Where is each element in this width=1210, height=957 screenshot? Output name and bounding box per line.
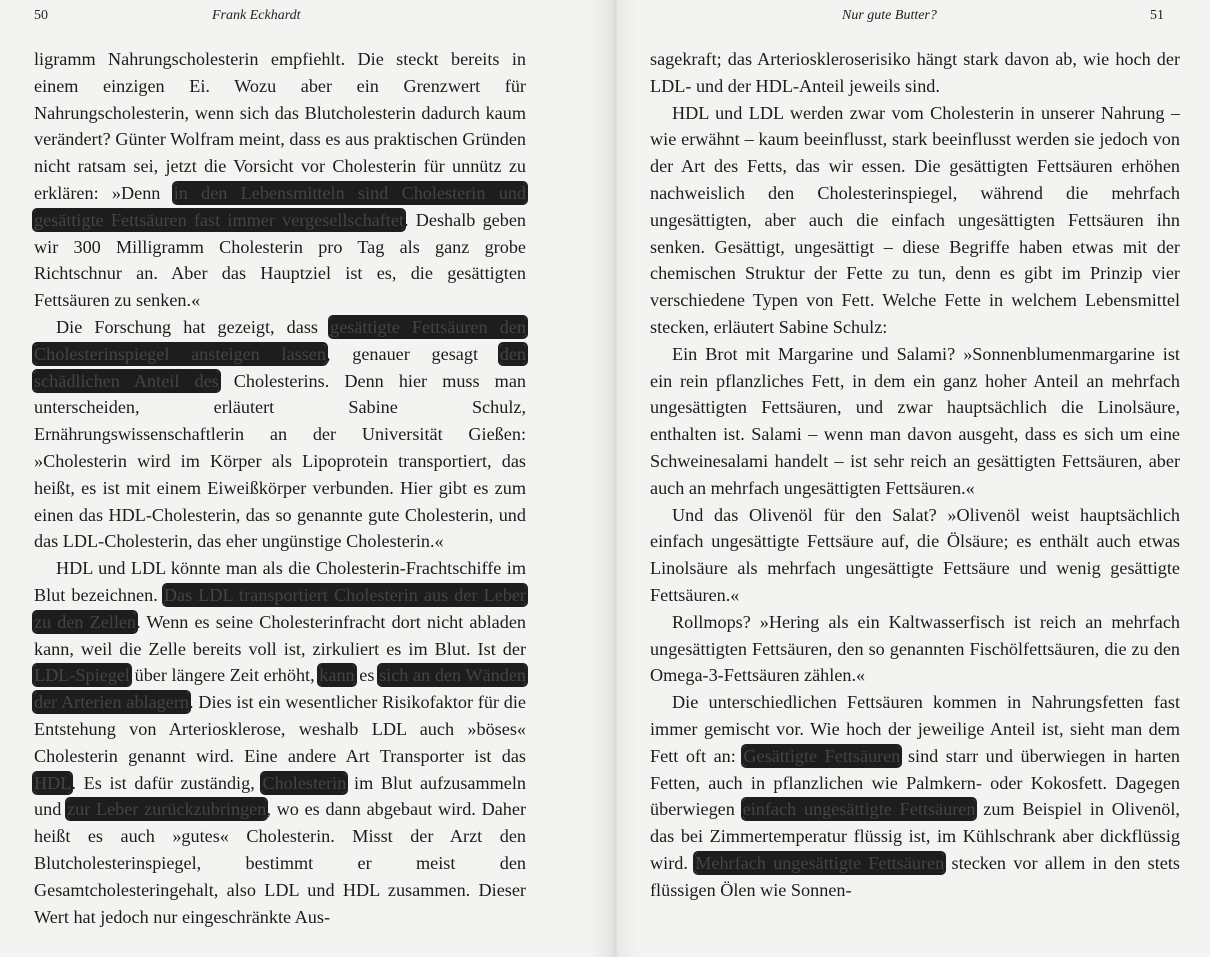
highlighted-text: Mehrfach ungesättigte Fettsäuren bbox=[695, 852, 945, 873]
paragraph bbox=[650, 609, 1180, 689]
text-run: Cholesterins. Denn hier muss man unterscheiden, erläutert Sabine Schulz, Ernährungswissenschaftlerin an der Universität Gießen: »Cholesterin wird im Körper als Lipoprotein transportiert, das heißt, es ist mit einem Eiweißkörper verbunden. Hier gibt es zum einen das HDL-Cholesterin, das so genannte gute Cholesterin, und das LDL-Cholesterin, das eher ungünstige Cholesterin.« bbox=[34, 370, 526, 552]
paragraph bbox=[34, 555, 526, 930]
text-run: HDL und LDL könnte man als die Cholesterin-Frachtschiffe im Blut bezeichnen. bbox=[34, 558, 526, 605]
text-run: . Wenn es seine Cholesterinfracht dort nicht abladen kann, weil die Zelle bereits voll ist, zirkuliert es im Blut. Ist der bbox=[34, 611, 526, 659]
highlighted-text: Cholesterin bbox=[262, 772, 347, 793]
text-run: Die unterschiedlichen Fettsäuren kommen in Nahrungsfetten fast immer gemischt vor. Wie hoch der jeweilige Anteil ist, sieht man dem Fett oft an: bbox=[650, 692, 1180, 766]
running-header: Nur gute Butter? bbox=[842, 8, 937, 23]
page-number: 51 bbox=[1150, 8, 1164, 23]
text-run: . Es ist dafür zuständig, bbox=[71, 772, 263, 793]
text-run: stecken vor allem in den stets flüssigen Ölen wie Sonnen- bbox=[650, 852, 1180, 900]
running-header: Frank Eckhardt bbox=[212, 8, 301, 23]
highlighted-text: gesättigte Fettsäuren den Cholesterinspiegel ansteigen lassen bbox=[34, 316, 527, 364]
text-run: über längere Zeit erhöht, bbox=[129, 665, 320, 686]
text-run: HDL und LDL werden zwar vom Cholesterin in unserer Nahrung – wie erwähnt – kaum beeinflusst, stark beeinflusst werden sie jedoch von der Art des Fetts, das wir essen. Die gesättigten Fettsäuren erhöhen nachweislich den Cholesterinspiegel, während die mehrfach ungesättigten, aber auch die einfach ungesättigten Fettsäuren ihn senken. Gesättigt, ungesättigt – diese Begriffe haben etwas mit der chemischen Struktur der Fette zu tun, denn es gibt im Prinzip vier verschiedene Typen von Fett. Welche Fette in welchem Lebensmittel stecken, erläutert Sabine Schulz: bbox=[650, 102, 1180, 337]
paragraph bbox=[34, 314, 526, 555]
highlighted-text: einfach ungesättigte Fettsäuren bbox=[742, 799, 976, 820]
highlighted-text: sich an den Wänden der Arterien ablagern bbox=[34, 665, 526, 713]
right-page bbox=[610, 0, 1210, 957]
text-run: , wo es dann abgebaut wird. Daher heißt es auch »gutes« Cholesterin. Misst der Arzt den Blutcholesterinspiegel, bestimmt er meist den Gesamtcholesteringehalt, also LDL und HDL zusammen. Dieser Wert hat jedoch nur eingeschränkte Aus- bbox=[34, 799, 526, 927]
text-run: , genauer gesagt bbox=[325, 343, 500, 364]
highlighted-text: den schädlichen Anteil des bbox=[34, 343, 526, 391]
page-body bbox=[34, 46, 526, 930]
text-run: ligramm Nahrungscholesterin empfiehlt. Die steckt bereits in einem einzigen Ei. Wozu aber ein Grenzwert für Nahrungscholesterin, wenn sich das Blutcholesterin dadurch kaum verändert? Günter Wolfram meint, dass es aus praktischen Gründen nicht ratsam sei, jetzt die Vorsicht vor Cholesterin für unnütz zu erklären: »Denn bbox=[34, 49, 526, 203]
highlighted-text: Gesättigte Fettsäuren bbox=[743, 745, 901, 766]
highlighted-text: Das LDL transportiert Cholesterin aus der Leber zu den Zellen bbox=[34, 584, 526, 632]
text-run: sagekraft; das Arterioskleroserisiko hängt stark davon ab, wie hoch der LDL- und der HDL-Anteil jeweils sind. bbox=[650, 49, 1180, 96]
paragraph bbox=[650, 341, 1180, 502]
text-run: im Blut aufzusammeln und bbox=[34, 772, 526, 820]
text-run: Die Forschung hat gezeigt, dass bbox=[56, 316, 331, 337]
paragraph bbox=[650, 689, 1180, 903]
text-run: Und das Olivenöl für den Salat? »Olivenöl weist hauptsächlich einfach ungesättigte Fettsäure auf, die Ölsäure; es enthält auch etwas Linolsäure als mehrfach ungesättigte Fettsäure und wenig gesättigte Fettsäuren.« bbox=[650, 504, 1180, 605]
highlighted-text: in den Lebensmitteln sind Cholesterin und gesättigte Fettsäuren fast immer vergesellschaftet bbox=[34, 182, 526, 230]
left-page bbox=[0, 0, 600, 957]
text-run: Ein Brot mit Margarine und Salami? »Sonnenblumenmargarine ist ein rein pflanzliches Fett, in dem ein ganz hoher Anteil an mehrfach ungesättigten Fettsäuren, und zwar hauptsächlich die Linolsäure, enthalten ist. Salami – wenn man davon ausgeht, dass es sich um eine Schweinesalami handelt – ist sehr reich an gesättigten Fettsäuren, aber auch an mehrfach ungesättigten Fettsäuren.« bbox=[650, 343, 1180, 498]
paragraph bbox=[650, 502, 1180, 609]
text-run: sind starr und überwiegen in harten Fetten, auch in pflanzlichen wie Palmkern- oder Kokosfett. Dagegen überwiegen bbox=[650, 745, 1181, 820]
highlighted-text: LDL-Spiegel bbox=[34, 665, 130, 686]
text-run: es bbox=[354, 665, 380, 686]
highlighted-text: HDL bbox=[34, 772, 72, 793]
page-number: 50 bbox=[34, 8, 48, 23]
highlighted-text: zur Leber zurückzubringen bbox=[67, 799, 267, 820]
highlighted-text: kann bbox=[319, 665, 355, 686]
paragraph bbox=[650, 46, 1180, 100]
paragraph bbox=[650, 100, 1180, 341]
paragraph bbox=[34, 46, 526, 314]
text-run: . Dies ist ein wesentlicher Risikofaktor für die Entstehung von Arteriosklerose, weshalb LDL auch »böses« Cholesterin genannt wird. Eine andere Art Transporter ist das bbox=[34, 692, 526, 766]
page-body bbox=[650, 46, 1180, 904]
text-run: zum Beispiel in Olivenöl, das bei Zimmertemperatur flüssig ist, im Kühlschrank aber dickflüssig wird. bbox=[650, 799, 1180, 873]
text-run: Rollmops? »Hering als ein Kaltwasserfisch ist reich an mehrfach ungesättigten Fettsäuren, den so genannten Fischölfettsäuren, die zu den Omega-3-Fettsäuren zählen.« bbox=[650, 611, 1180, 686]
text-run: . Deshalb geben wir 300 Milligramm Cholesterin pro Tag als ganz grobe Richtschnur an. Aber das Hauptziel ist es, die gesättigten Fettsäuren zu senken.« bbox=[34, 209, 526, 311]
